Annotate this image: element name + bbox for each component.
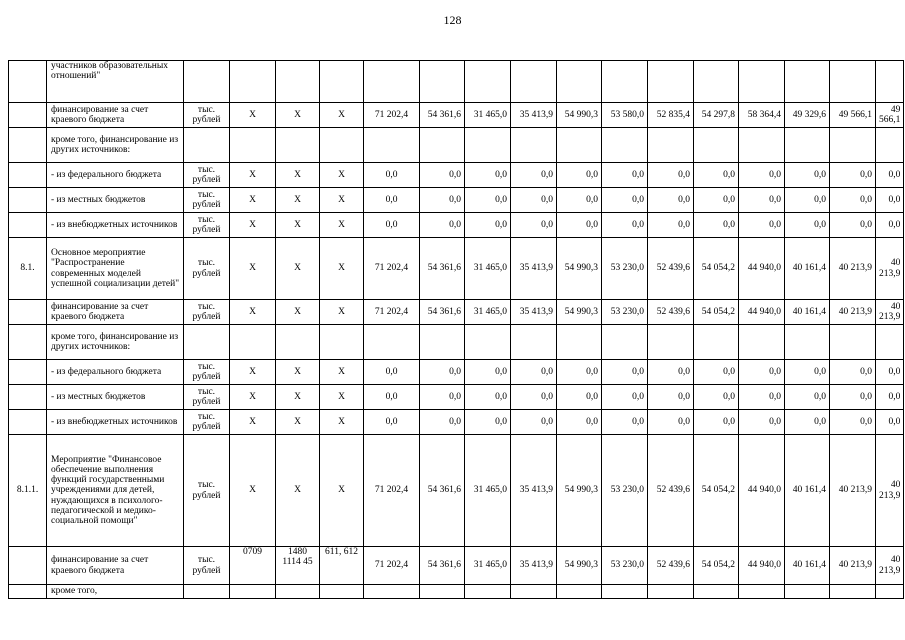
value-cell: 31 465,0 — [465, 238, 511, 300]
value-cell — [739, 61, 785, 103]
value-cell: 40 213,9 — [830, 300, 876, 325]
expense-type-cell: Х — [320, 360, 364, 385]
value-cell: 54 054,2 — [694, 435, 739, 547]
section-code-cell — [276, 325, 320, 360]
value-cell — [511, 128, 557, 163]
unit-cell: тыс. рублей — [184, 360, 230, 385]
value-cell: 40 213,9 — [876, 547, 904, 585]
value-cell — [648, 61, 694, 103]
table-row — [9, 410, 904, 435]
value-cell: 0,0 — [830, 360, 876, 385]
value-cell — [694, 325, 739, 360]
row-name-cell: Мероприятие "Финансовое обеспечение выполнения функций государственными учреждениями для детей, нуждающихся в психолого-педагогической и медико-социальной помощи" — [47, 435, 184, 547]
value-cell: 0,0 — [830, 188, 876, 213]
row-number-cell — [9, 188, 47, 213]
value-cell: 0,0 — [364, 360, 420, 385]
grbs-code-cell: Х — [230, 163, 276, 188]
value-cell: 0,0 — [511, 163, 557, 188]
value-cell: 52 439,6 — [648, 300, 694, 325]
value-cell: 0,0 — [785, 410, 830, 435]
value-cell — [876, 325, 904, 360]
row-name-cell: участников образовательных отношений" — [47, 61, 184, 103]
value-cell — [465, 128, 511, 163]
value-cell — [364, 325, 420, 360]
table-row — [9, 238, 904, 300]
value-cell: 54 297,8 — [694, 103, 739, 128]
row-number-cell — [9, 585, 47, 599]
value-cell: 0,0 — [602, 163, 648, 188]
value-cell: 0,0 — [557, 188, 602, 213]
value-cell: 0,0 — [876, 213, 904, 238]
value-cell: 54 054,2 — [694, 238, 739, 300]
table-row — [9, 585, 904, 599]
value-cell: 54 361,6 — [420, 300, 465, 325]
value-cell: 54 990,3 — [557, 300, 602, 325]
value-cell: 0,0 — [830, 410, 876, 435]
value-cell: 0,0 — [785, 213, 830, 238]
value-cell — [511, 61, 557, 103]
value-cell: 0,0 — [465, 410, 511, 435]
value-cell: 0,0 — [739, 385, 785, 410]
grbs-code-cell: Х — [230, 238, 276, 300]
value-cell: 0,0 — [785, 163, 830, 188]
row-name-cell: - из внебюджетных источников — [47, 213, 184, 238]
value-cell: 0,0 — [364, 410, 420, 435]
value-cell: 0,0 — [648, 360, 694, 385]
value-cell: 54 990,3 — [557, 547, 602, 585]
unit-cell: тыс. рублей — [184, 547, 230, 585]
value-cell: 71 202,4 — [364, 435, 420, 547]
value-cell — [876, 585, 904, 599]
value-cell — [739, 325, 785, 360]
value-cell: 71 202,4 — [364, 238, 420, 300]
value-cell — [785, 585, 830, 599]
value-cell: 54 361,6 — [420, 103, 465, 128]
row-name-cell: - из внебюджетных источников — [47, 410, 184, 435]
value-cell: 0,0 — [465, 360, 511, 385]
value-cell: 0,0 — [830, 385, 876, 410]
value-cell: 35 413,9 — [511, 300, 557, 325]
expense-type-cell: Х — [320, 163, 364, 188]
row-number-cell — [9, 128, 47, 163]
value-cell — [830, 585, 876, 599]
unit-cell: тыс. рублей — [184, 410, 230, 435]
expense-type-cell: Х — [320, 238, 364, 300]
grbs-code-cell — [230, 128, 276, 163]
section-code-cell: Х — [276, 103, 320, 128]
grbs-code-cell: Х — [230, 360, 276, 385]
row-name-cell: финансирование за счет краевого бюджета — [47, 300, 184, 325]
value-cell: 40 161,4 — [785, 435, 830, 547]
value-cell: 71 202,4 — [364, 103, 420, 128]
value-cell — [557, 325, 602, 360]
value-cell: 0,0 — [876, 385, 904, 410]
section-code-cell — [276, 61, 320, 103]
grbs-code-cell: Х — [230, 300, 276, 325]
table-row — [9, 385, 904, 410]
value-cell: 53 230,0 — [602, 547, 648, 585]
section-code-cell: Х — [276, 213, 320, 238]
row-number-cell — [9, 213, 47, 238]
value-cell: 44 940,0 — [739, 300, 785, 325]
value-cell: 0,0 — [465, 385, 511, 410]
value-cell — [694, 128, 739, 163]
row-name-cell: кроме того, финансирование из других источников: — [47, 325, 184, 360]
section-code-cell — [276, 128, 320, 163]
value-cell: 53 230,0 — [602, 300, 648, 325]
value-cell: 40 213,9 — [830, 547, 876, 585]
value-cell: 49 329,6 — [785, 103, 830, 128]
value-cell: 0,0 — [557, 360, 602, 385]
row-name-cell: - из местных бюджетов — [47, 188, 184, 213]
grbs-code-cell: Х — [230, 435, 276, 547]
value-cell: 49 566,1 — [876, 103, 904, 128]
value-cell: 0,0 — [557, 163, 602, 188]
row-number-cell — [9, 61, 47, 103]
page-number: 128 — [443, 13, 462, 27]
value-cell: 44 940,0 — [739, 547, 785, 585]
table-row — [9, 547, 904, 585]
value-cell: 52 439,6 — [648, 547, 694, 585]
value-cell: 35 413,9 — [511, 238, 557, 300]
value-cell: 0,0 — [602, 385, 648, 410]
value-cell: 31 465,0 — [465, 547, 511, 585]
table-row — [9, 163, 904, 188]
table-row — [9, 435, 904, 547]
section-code-cell: Х — [276, 188, 320, 213]
row-name-cell: финансирование за счет краевого бюджета — [47, 547, 184, 585]
grbs-code-cell: Х — [230, 213, 276, 238]
table-row — [9, 325, 904, 360]
value-cell — [830, 128, 876, 163]
expense-type-cell: Х — [320, 188, 364, 213]
value-cell: 44 940,0 — [739, 435, 785, 547]
value-cell: 0,0 — [739, 213, 785, 238]
value-cell: 49 566,1 — [830, 103, 876, 128]
value-cell — [364, 585, 420, 599]
value-cell — [830, 325, 876, 360]
value-cell — [602, 61, 648, 103]
table-row — [9, 213, 904, 238]
value-cell — [785, 325, 830, 360]
value-cell — [648, 325, 694, 360]
value-cell: 0,0 — [694, 385, 739, 410]
grbs-code-cell — [230, 585, 276, 599]
unit-cell: тыс. рублей — [184, 103, 230, 128]
value-cell: 0,0 — [511, 360, 557, 385]
value-cell — [602, 128, 648, 163]
table-row — [9, 128, 904, 163]
value-cell: 0,0 — [602, 410, 648, 435]
value-cell: 54 990,3 — [557, 103, 602, 128]
grbs-code-cell — [230, 325, 276, 360]
value-cell: 31 465,0 — [465, 300, 511, 325]
value-cell: 0,0 — [420, 385, 465, 410]
value-cell: 0,0 — [364, 385, 420, 410]
value-cell: 54 054,2 — [694, 300, 739, 325]
section-code-cell: Х — [276, 238, 320, 300]
row-name-cell: - из федерального бюджета — [47, 163, 184, 188]
value-cell — [648, 585, 694, 599]
row-number-cell — [9, 300, 47, 325]
value-cell — [465, 585, 511, 599]
value-cell: 0,0 — [830, 213, 876, 238]
value-cell: 40 213,9 — [830, 238, 876, 300]
value-cell — [364, 128, 420, 163]
expense-type-cell: Х — [320, 300, 364, 325]
row-name-cell: - из местных бюджетов — [47, 385, 184, 410]
value-cell: 0,0 — [364, 213, 420, 238]
value-cell: 0,0 — [557, 213, 602, 238]
value-cell — [420, 585, 465, 599]
expense-type-cell — [320, 585, 364, 599]
expense-type-cell: Х — [320, 103, 364, 128]
row-number-cell: 8.1.1. — [9, 435, 47, 547]
value-cell: 52 835,4 — [648, 103, 694, 128]
row-number-cell — [9, 547, 47, 585]
value-cell: 53 580,0 — [602, 103, 648, 128]
value-cell: 0,0 — [739, 163, 785, 188]
value-cell — [511, 325, 557, 360]
value-cell: 0,0 — [648, 385, 694, 410]
value-cell — [694, 585, 739, 599]
value-cell — [420, 61, 465, 103]
budget-table — [8, 60, 904, 599]
value-cell: 35 413,9 — [511, 547, 557, 585]
value-cell: 54 361,6 — [420, 435, 465, 547]
value-cell: 0,0 — [465, 188, 511, 213]
row-number-cell: 8.1. — [9, 238, 47, 300]
unit-cell: тыс. рублей — [184, 213, 230, 238]
value-cell: 52 439,6 — [648, 435, 694, 547]
value-cell: 52 439,6 — [648, 238, 694, 300]
value-cell: 0,0 — [420, 188, 465, 213]
unit-cell — [184, 585, 230, 599]
value-cell: 71 202,4 — [364, 547, 420, 585]
value-cell — [785, 128, 830, 163]
table-row — [9, 61, 904, 103]
row-number-cell — [9, 325, 47, 360]
table-row — [9, 300, 904, 325]
value-cell: 0,0 — [602, 213, 648, 238]
value-cell: 0,0 — [364, 163, 420, 188]
value-cell: 0,0 — [876, 163, 904, 188]
value-cell — [602, 585, 648, 599]
row-number-cell — [9, 103, 47, 128]
expense-type-cell: Х — [320, 385, 364, 410]
value-cell: 54 361,6 — [420, 547, 465, 585]
value-cell — [739, 128, 785, 163]
row-number-cell — [9, 410, 47, 435]
value-cell: 40 213,9 — [876, 238, 904, 300]
value-cell: 0,0 — [648, 163, 694, 188]
expense-type-cell: Х — [320, 435, 364, 547]
value-cell — [420, 128, 465, 163]
grbs-code-cell: 0709 — [230, 547, 276, 585]
value-cell: 35 413,9 — [511, 435, 557, 547]
value-cell — [876, 128, 904, 163]
grbs-code-cell: Х — [230, 103, 276, 128]
unit-cell: тыс. рублей — [184, 163, 230, 188]
section-code-cell: Х — [276, 300, 320, 325]
value-cell: 40 161,4 — [785, 238, 830, 300]
value-cell: 44 940,0 — [739, 238, 785, 300]
row-name-cell: кроме того, финансирование из других источников: — [47, 128, 184, 163]
unit-cell: тыс. рублей — [184, 435, 230, 547]
expense-type-cell — [320, 325, 364, 360]
row-number-cell — [9, 360, 47, 385]
value-cell — [785, 61, 830, 103]
expense-type-cell: Х — [320, 213, 364, 238]
value-cell: 0,0 — [739, 188, 785, 213]
value-cell: 40 161,4 — [785, 547, 830, 585]
row-name-cell: финансирование за счет краевого бюджета — [47, 103, 184, 128]
value-cell: 0,0 — [511, 385, 557, 410]
grbs-code-cell: Х — [230, 385, 276, 410]
value-cell: 0,0 — [785, 188, 830, 213]
value-cell: 0,0 — [648, 410, 694, 435]
row-name-cell: - из федерального бюджета — [47, 360, 184, 385]
value-cell: 54 361,6 — [420, 238, 465, 300]
value-cell: 0,0 — [364, 188, 420, 213]
section-code-cell — [276, 585, 320, 599]
value-cell: 0,0 — [694, 188, 739, 213]
value-cell: 0,0 — [465, 213, 511, 238]
section-code-cell: Х — [276, 435, 320, 547]
section-code-cell: Х — [276, 410, 320, 435]
value-cell: 0,0 — [830, 163, 876, 188]
expense-type-cell: Х — [320, 410, 364, 435]
value-cell: 0,0 — [420, 213, 465, 238]
value-cell: 40 161,4 — [785, 300, 830, 325]
expense-type-cell — [320, 61, 364, 103]
value-cell: 0,0 — [602, 360, 648, 385]
value-cell — [830, 61, 876, 103]
unit-cell: тыс. рублей — [184, 385, 230, 410]
value-cell — [465, 325, 511, 360]
value-cell: 31 465,0 — [465, 103, 511, 128]
value-cell: 0,0 — [420, 360, 465, 385]
value-cell: 40 213,9 — [876, 300, 904, 325]
value-cell — [739, 585, 785, 599]
grbs-code-cell — [230, 61, 276, 103]
value-cell: 0,0 — [876, 188, 904, 213]
value-cell: 58 364,4 — [739, 103, 785, 128]
value-cell — [694, 61, 739, 103]
section-code-cell: Х — [276, 385, 320, 410]
value-cell: 0,0 — [557, 410, 602, 435]
value-cell: 54 990,3 — [557, 435, 602, 547]
value-cell: 0,0 — [648, 213, 694, 238]
table-row — [9, 360, 904, 385]
value-cell: 0,0 — [557, 385, 602, 410]
value-cell: 54 990,3 — [557, 238, 602, 300]
section-code-cell: Х — [276, 360, 320, 385]
expense-type-cell: 611, 612 — [320, 547, 364, 585]
value-cell: 0,0 — [876, 410, 904, 435]
unit-cell: тыс. рублей — [184, 238, 230, 300]
section-code-cell: 1480 1114 45 — [276, 547, 320, 585]
value-cell: 53 230,0 — [602, 435, 648, 547]
value-cell — [876, 61, 904, 103]
value-cell: 0,0 — [876, 360, 904, 385]
row-name-cell: Основное мероприятие "Распространение современных моделей успешной социализации детей" — [47, 238, 184, 300]
row-number-cell — [9, 163, 47, 188]
value-cell — [557, 61, 602, 103]
value-cell: 0,0 — [511, 410, 557, 435]
value-cell: 0,0 — [739, 410, 785, 435]
value-cell — [557, 128, 602, 163]
value-cell: 71 202,4 — [364, 300, 420, 325]
value-cell — [602, 325, 648, 360]
value-cell — [648, 128, 694, 163]
expense-type-cell — [320, 128, 364, 163]
value-cell: 0,0 — [511, 213, 557, 238]
value-cell: 53 230,0 — [602, 238, 648, 300]
value-cell: 0,0 — [648, 188, 694, 213]
value-cell: 0,0 — [420, 163, 465, 188]
unit-cell — [184, 61, 230, 103]
value-cell: 40 213,9 — [876, 435, 904, 547]
grbs-code-cell: Х — [230, 188, 276, 213]
value-cell: 0,0 — [694, 163, 739, 188]
value-cell: 0,0 — [694, 213, 739, 238]
value-cell: 0,0 — [420, 410, 465, 435]
value-cell: 0,0 — [739, 360, 785, 385]
unit-cell: тыс. рублей — [184, 300, 230, 325]
value-cell — [420, 325, 465, 360]
value-cell — [364, 61, 420, 103]
unit-cell — [184, 325, 230, 360]
value-cell: 0,0 — [785, 385, 830, 410]
value-cell: 0,0 — [511, 188, 557, 213]
value-cell: 0,0 — [694, 410, 739, 435]
value-cell — [557, 585, 602, 599]
row-name-cell: кроме того, — [47, 585, 184, 599]
table-row — [9, 188, 904, 213]
row-number-cell — [9, 385, 47, 410]
value-cell — [465, 61, 511, 103]
value-cell: 54 054,2 — [694, 547, 739, 585]
grbs-code-cell: Х — [230, 410, 276, 435]
value-cell: 0,0 — [694, 360, 739, 385]
value-cell: 0,0 — [465, 163, 511, 188]
unit-cell: тыс. рублей — [184, 188, 230, 213]
value-cell: 0,0 — [785, 360, 830, 385]
table-row — [9, 103, 904, 128]
value-cell: 31 465,0 — [465, 435, 511, 547]
unit-cell — [184, 128, 230, 163]
value-cell — [511, 585, 557, 599]
value-cell: 35 413,9 — [511, 103, 557, 128]
section-code-cell: Х — [276, 163, 320, 188]
value-cell: 40 213,9 — [830, 435, 876, 547]
value-cell: 0,0 — [602, 188, 648, 213]
